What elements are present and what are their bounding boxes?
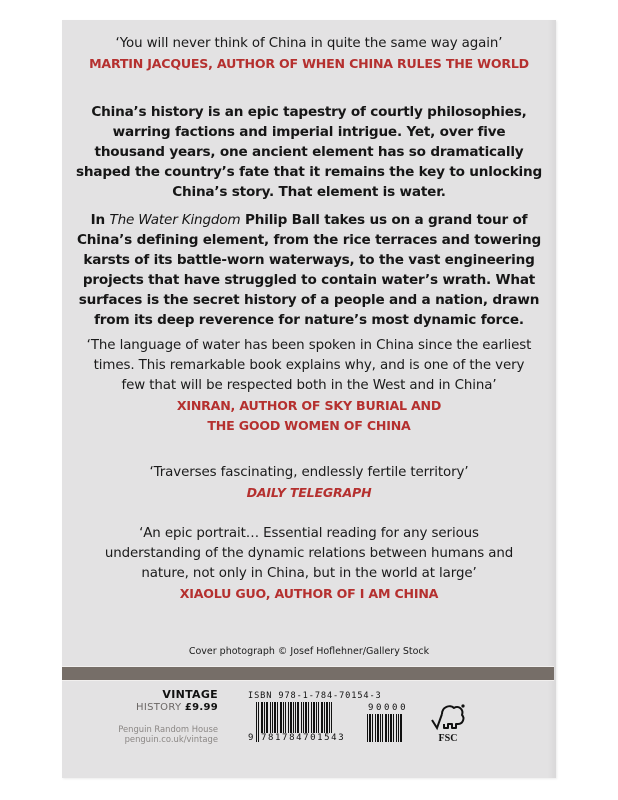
book-back-cover: [62, 20, 556, 778]
blurb-line: from its deep reverence for nature’s most dynamic force.: [94, 312, 524, 328]
imprint-block: [118, 688, 218, 744]
addon-barcode: [367, 714, 419, 742]
blurb-line: thousand years, one ancient element has so dramatically: [94, 144, 524, 160]
review-line: few that will be respected both in the West and in China’: [121, 378, 497, 393]
isbn-label: ISBN 978-1-784-70154-3: [248, 691, 382, 701]
cover-photo-credit: Cover photograph © Josef Hoflehner/Gallery Stock: [188, 646, 430, 657]
publisher-website: penguin.co.uk/vintage: [124, 734, 218, 744]
imprint-name: VINTAGE: [162, 688, 218, 701]
addon-digits: 90000: [368, 703, 409, 713]
blurb-line: shaped the country’s fate that it remains the key to unlocking: [75, 164, 543, 180]
review-line: times. This remarkable book explains why, and is one of the very: [93, 358, 525, 373]
category-price: [118, 701, 218, 714]
divider-band: [62, 666, 554, 681]
category: HISTORY: [136, 702, 182, 713]
publisher: Penguin Random House: [118, 724, 218, 734]
blurb-line: warring factions and imperial intrigue. Yet, over five: [112, 124, 506, 140]
blurb-line: China’s story. That element is water.: [172, 184, 446, 200]
book-title: The Water Kingdom: [109, 212, 241, 228]
barcode-digits: 781784701543: [261, 733, 346, 743]
review-attribution: THE GOOD WOMEN OF CHINA: [207, 418, 411, 433]
review-xinran: [62, 336, 556, 436]
review-xiaolu-guo: [62, 524, 556, 604]
review-line: ‘An epic portrait… Essential reading for any serious: [139, 526, 479, 541]
barcode-lead-digit: 9: [248, 733, 256, 743]
blurb-text: In: [90, 212, 110, 228]
review-line: ‘Traverses fascinating, endlessly fertile territory’: [149, 465, 469, 480]
blurb-line: karsts of its battle-worn waterways, to the vast engineering: [83, 252, 535, 268]
review-line: ‘The language of water has been spoken in China since the earliest: [86, 338, 532, 353]
review-line: nature, not only in China, but in the world at large’: [141, 566, 477, 581]
blurb-text: Philip Ball takes us on a grand tour of: [240, 212, 528, 228]
barcode-bar: [400, 714, 402, 742]
top-quote-attribution: MARTIN JACQUES, AUTHOR OF WHEN CHINA RULES THE WORLD: [89, 56, 529, 71]
review-attribution: DAILY TELEGRAPH: [246, 485, 372, 500]
review-attribution: XIAOLU GUO, AUTHOR OF I AM CHINA: [179, 586, 439, 601]
price: £9.99: [184, 702, 218, 713]
blurb-line: China’s defining element, from the rice terraces and towering: [77, 232, 541, 248]
review-line: understanding of the dynamic relations between humans and: [104, 546, 514, 561]
fsc-label: FSC: [438, 733, 458, 744]
blurb-line: projects that have struggled to contain water’s wrath. What: [82, 272, 536, 288]
blurb-line: surfaces is the secret history of a people and a nation, drawn: [78, 292, 540, 308]
top-quote-text: ‘You will never think of China in quite the same way again’: [115, 36, 503, 51]
review-daily-telegraph: [62, 463, 556, 503]
blurb-paragraph-1: [62, 102, 556, 202]
top-quote: [62, 34, 556, 74]
blurb-line: China’s history is an epic tapestry of courtly philosophies,: [91, 104, 527, 120]
blurb-paragraph-2: [62, 210, 556, 330]
review-attribution: XINRAN, AUTHOR OF SKY BURIAL AND: [176, 398, 442, 413]
blurb-line: [62, 210, 556, 230]
fsc-tree-checkmark-icon: [430, 702, 466, 744]
